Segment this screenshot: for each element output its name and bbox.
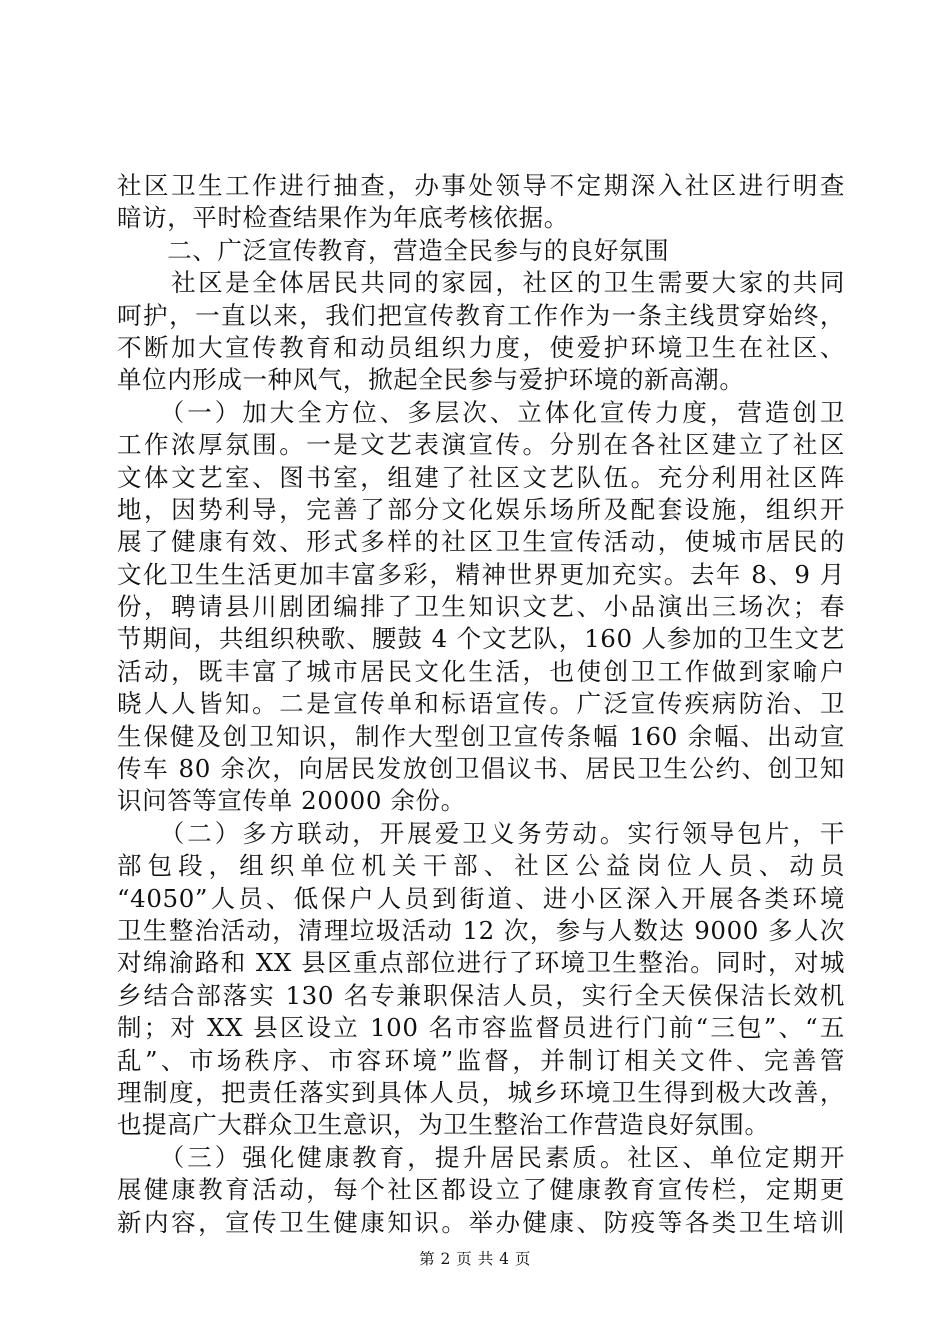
text-line: 晓人人皆知。二是宣传单和标语宣传。广泛宣传疾病防治、卫 xyxy=(117,689,845,719)
text-line: 暗访，平时检查结果作为年底考核依据。 xyxy=(117,203,569,233)
text-line: （一）加大全方位、多层次、立体化宣传力度，营造创卫 xyxy=(117,397,845,427)
text-line: “4050”人员、低保户人员到街道、进小区深入开展各类环境 xyxy=(117,883,845,913)
text-line: 新内容，宣传卫生健康知识。举办健康、防疫等各类卫生培训 xyxy=(117,1207,845,1237)
text-line: 工作浓厚氛围。一是文艺表演宣传。分别在各社区建立了社区 xyxy=(117,430,845,460)
text-line: 识问答等宣传单 20000 余份。 xyxy=(117,786,466,816)
text-line: 社区是全体居民共同的家园，社区的卫生需要大家的共同 xyxy=(117,268,845,298)
text-line: 二、广泛宣传教育，营造全民参与的良好氛围 xyxy=(117,235,670,265)
text-line: 展健康教育活动，每个社区都设立了健康教育宣传栏，定期更 xyxy=(117,1175,845,1205)
document-body xyxy=(117,170,845,1239)
text-line: 不断加大宣传教育和动员组织力度，使爱护环境卫生在社区、 xyxy=(117,332,845,362)
text-line: 呵护，一直以来，我们把宣传教育工作作为一条主线贯穿始终， xyxy=(117,300,845,330)
text-line: 展了健康有效、形式多样的社区卫生宣传活动，使城市居民的 xyxy=(117,527,845,557)
text-line: 对绵渝路和 XX 县区重点部位进行了环境卫生整治。同时，对城 xyxy=(117,948,845,978)
text-line: （三）强化健康教育，提升居民素质。社区、单位定期开 xyxy=(117,1142,845,1172)
text-line: 社区卫生工作进行抽查，办事处领导不定期深入社区进行明查 xyxy=(117,171,845,200)
text-line: 单位内形成一种风气，掀起全民参与爱护环境的新高潮。 xyxy=(117,365,745,395)
text-line: 制；对 XX 县区设立 100 名市容监督员进行门前“三包”、“五 xyxy=(117,1013,845,1043)
text-line: 也提高广大群众卫生意识，为卫生整治工作营造良好氛围。 xyxy=(117,1110,770,1140)
text-line: 文体文艺室、图书室，组建了社区文艺队伍。充分利用社区阵 xyxy=(117,462,845,492)
text-line: 乱”、市场秩序、市容环境”监督，并制订相关文件、完善管 xyxy=(117,1045,845,1075)
text-line: 理制度，把责任落实到具体人员，城乡环境卫生得到极大改善， xyxy=(117,1077,845,1107)
text-line: 文化卫生生活更加丰富多彩，精神世界更加充实。去年 8、9 月 xyxy=(117,559,845,589)
text-line: （二）多方联动，开展爱卫义务劳动。实行领导包片，干 xyxy=(117,818,845,848)
text-line: 生保健及创卫知识，制作大型创卫宣传条幅 160 余幅、出动宣 xyxy=(117,721,845,751)
text-line: 地，因势利导，完善了部分文化娱乐场所及配套设施，组织开 xyxy=(117,494,845,524)
text-line: 活动，既丰富了城市居民文化生活，也使创卫工作做到家喻户 xyxy=(117,656,845,686)
text-line: 乡结合部落实 130 名专兼职保洁人员，实行全天侯保洁长效机 xyxy=(117,980,845,1010)
text-line: 部包段，组织单位机关干部、社区公益岗位人员、动员 xyxy=(117,851,845,881)
text-line: 传车 80 余次，向居民发放创卫倡议书、居民卫生公约、创卫知 xyxy=(117,754,845,784)
page-footer: 第 2 页 共 4 页 xyxy=(419,1250,531,1268)
text-line: 份，聘请县川剧团编排了卫生知识文艺、小品演出三场次；春 xyxy=(117,592,845,622)
text-line: 卫生整治活动，清理垃圾活动 12 次，参与人数达 9000 多人次 xyxy=(117,915,845,945)
text-line: 节期间，共组织秧歌、腰鼓 4 个文艺队，160 人参加的卫生文艺 xyxy=(117,624,845,654)
